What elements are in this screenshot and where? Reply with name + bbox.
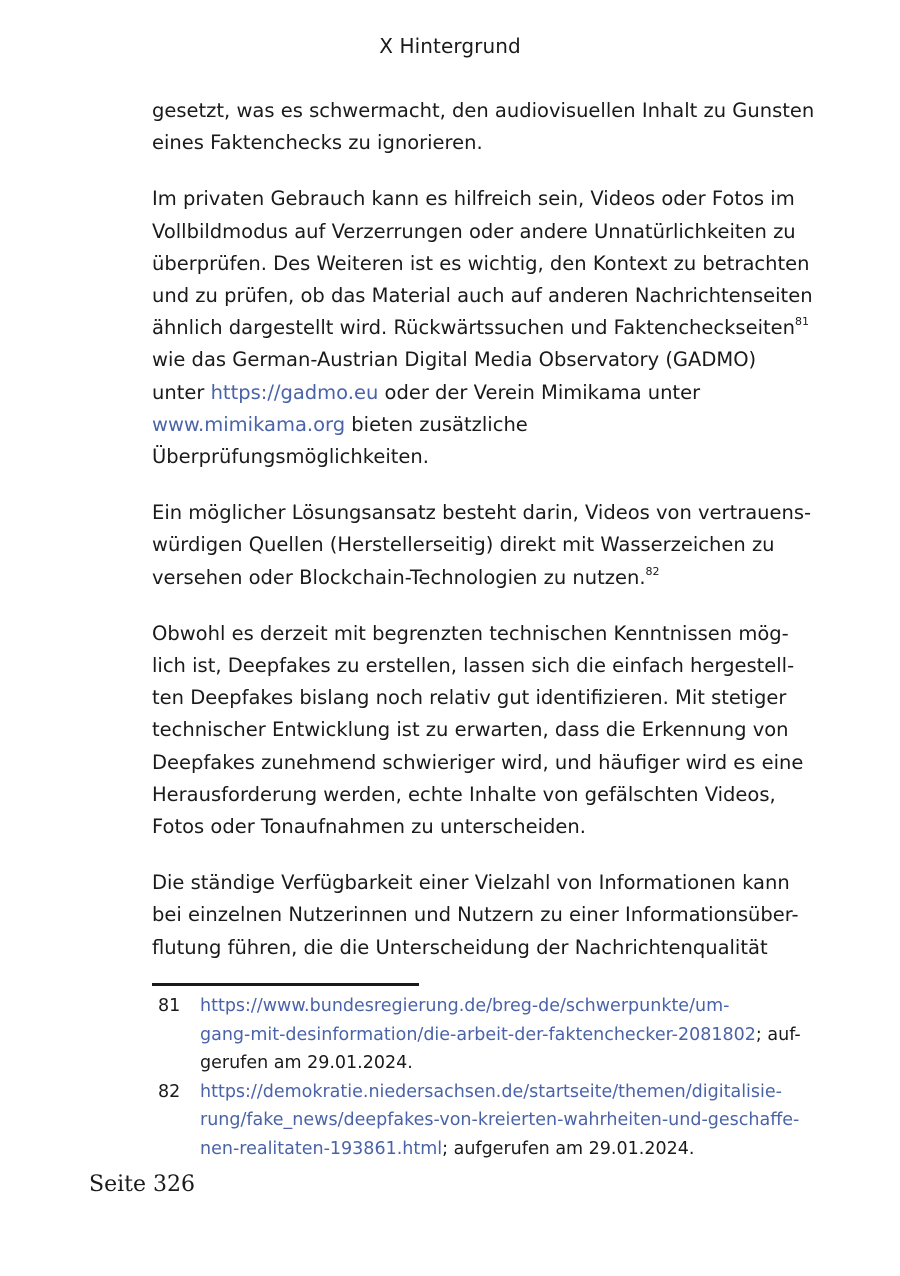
text-line bbox=[152, 409, 814, 441]
footnote-line bbox=[200, 992, 842, 1021]
footnote-marker-81[interactable]: 81 bbox=[795, 315, 810, 329]
footnote-line bbox=[200, 1078, 842, 1107]
text-line: Fotos oder Tonaufnahmen zu unterscheiden. bbox=[152, 815, 586, 839]
text-line: überprüfen. Des Weiteren ist es wichtig, den Kontext zu betrachten bbox=[152, 251, 810, 275]
niedersachsen-link[interactable]: https://demokratie.niedersachsen.de/startseite/themen/digitalisie- bbox=[200, 1081, 782, 1102]
page-number: Seite 326 bbox=[89, 1172, 195, 1197]
footnote-82 bbox=[152, 1078, 842, 1164]
text-line: Im privaten Gebrauch kann es hilfreich sein, Videos oder Fotos im bbox=[152, 187, 795, 211]
text-line: Ein möglicher Lösungsansatz besteht darin, Videos von vertrauens- bbox=[152, 501, 812, 525]
text-segment: ; aufgerufen am 29.01.2024. bbox=[442, 1138, 695, 1159]
paragraph-5 bbox=[152, 867, 814, 964]
text-line: Herausforderung werden, echte Inhalte von gefälschten Videos, bbox=[152, 782, 776, 806]
text-segment: ähnlich dargestellt wird. Rückwärtssuchen und Faktencheckseiten bbox=[152, 316, 796, 340]
text-line: lich ist, Deepfakes zu erstellen, lassen sich die einfach hergestell- bbox=[152, 654, 795, 678]
running-header: X Hintergrund bbox=[379, 34, 521, 58]
gadmo-link[interactable]: https://gadmo.eu bbox=[210, 380, 379, 404]
text-segment: versehen oder Blockchain-Technologien zu nutzen. bbox=[152, 565, 646, 589]
text-line: Deepfakes zunehmend schwieriger wird, und häufiger wird es eine bbox=[152, 750, 804, 774]
footnote-number: 81 bbox=[158, 996, 181, 1016]
niedersachsen-link-cont[interactable]: rung/fake_news/deepfakes-von-kreierten-wahrheiten-und-geschaffe- bbox=[200, 1110, 800, 1130]
text-line: flutung führen, die die Unterscheidung der Nachrichtenqualität bbox=[152, 935, 768, 959]
text-line: bei einzelnen Nutzerinnen und Nutzern zu einer Informationsüber- bbox=[152, 903, 799, 927]
text-line bbox=[152, 377, 814, 409]
text-line: eines Faktenchecks zu ignorieren. bbox=[152, 131, 483, 155]
paragraph-4 bbox=[152, 618, 814, 843]
text-line: gesetzt, was es schwermacht, den audiovisuellen Inhalt zu Gunsten bbox=[152, 99, 815, 122]
text-line bbox=[152, 562, 814, 594]
footnote-marker-82[interactable]: 82 bbox=[645, 564, 660, 578]
mimikama-link[interactable]: www.mimikama.org bbox=[152, 412, 346, 436]
text-line: würdigen Quellen (Herstellerseitig) direkt mit Wasserzeichen zu bbox=[152, 533, 775, 557]
text-segment: bieten zusätzliche bbox=[345, 412, 528, 436]
bundesregierung-link-cont[interactable]: gang-mit-desinformation/die-arbeit-der-faktenchecker-2081802 bbox=[200, 1024, 756, 1045]
paragraph-3 bbox=[152, 497, 814, 594]
niedersachsen-link-end[interactable]: nen-realitaten-193861.html bbox=[200, 1138, 443, 1159]
text-line: Die ständige Verfügbarkeit einer Vielzahl von Informationen kann bbox=[152, 871, 790, 895]
footnote-line bbox=[200, 1106, 842, 1135]
text-line: wie das German-Austrian Digital Media Observatory (GADMO) bbox=[152, 348, 757, 372]
paragraph-2 bbox=[152, 183, 814, 473]
text-line bbox=[152, 312, 814, 344]
paragraph-1 bbox=[152, 95, 814, 159]
text-segment: ; auf- bbox=[755, 1024, 801, 1045]
text-line: Vollbildmodus auf Verzerrungen oder andere Unnatürlichkeiten zu bbox=[152, 219, 796, 243]
footnote-divider bbox=[152, 983, 419, 986]
footnotes bbox=[152, 992, 842, 1163]
footnote-81 bbox=[152, 992, 842, 1078]
text-segment: oder der Verein Mimikama unter bbox=[378, 380, 701, 404]
text-line: ten Deepfakes bislang noch relativ gut identifizieren. Mit stetiger bbox=[152, 686, 787, 710]
footnote-line bbox=[200, 1021, 842, 1050]
text-segment: unter bbox=[152, 380, 211, 404]
text-line: und zu prüfen, ob das Material auch auf anderen Nachrichtenseiten bbox=[152, 284, 813, 308]
text-line: Überprüfungsmöglichkeiten. bbox=[152, 445, 429, 469]
main-text bbox=[152, 95, 814, 988]
footnote-line: gerufen am 29.01.2024. bbox=[200, 1053, 413, 1073]
footnote-number: 82 bbox=[158, 1081, 181, 1102]
footnote-line bbox=[200, 1135, 842, 1164]
text-line: Obwohl es derzeit mit begrenzten technischen Kenntnissen mög- bbox=[152, 621, 789, 645]
bundesregierung-link[interactable]: https://www.bundesregierung.de/breg-de/schwerpunkte/um- bbox=[200, 996, 730, 1016]
text-line: technischer Entwicklung ist zu erwarten, dass die Erkennung von bbox=[152, 718, 789, 742]
